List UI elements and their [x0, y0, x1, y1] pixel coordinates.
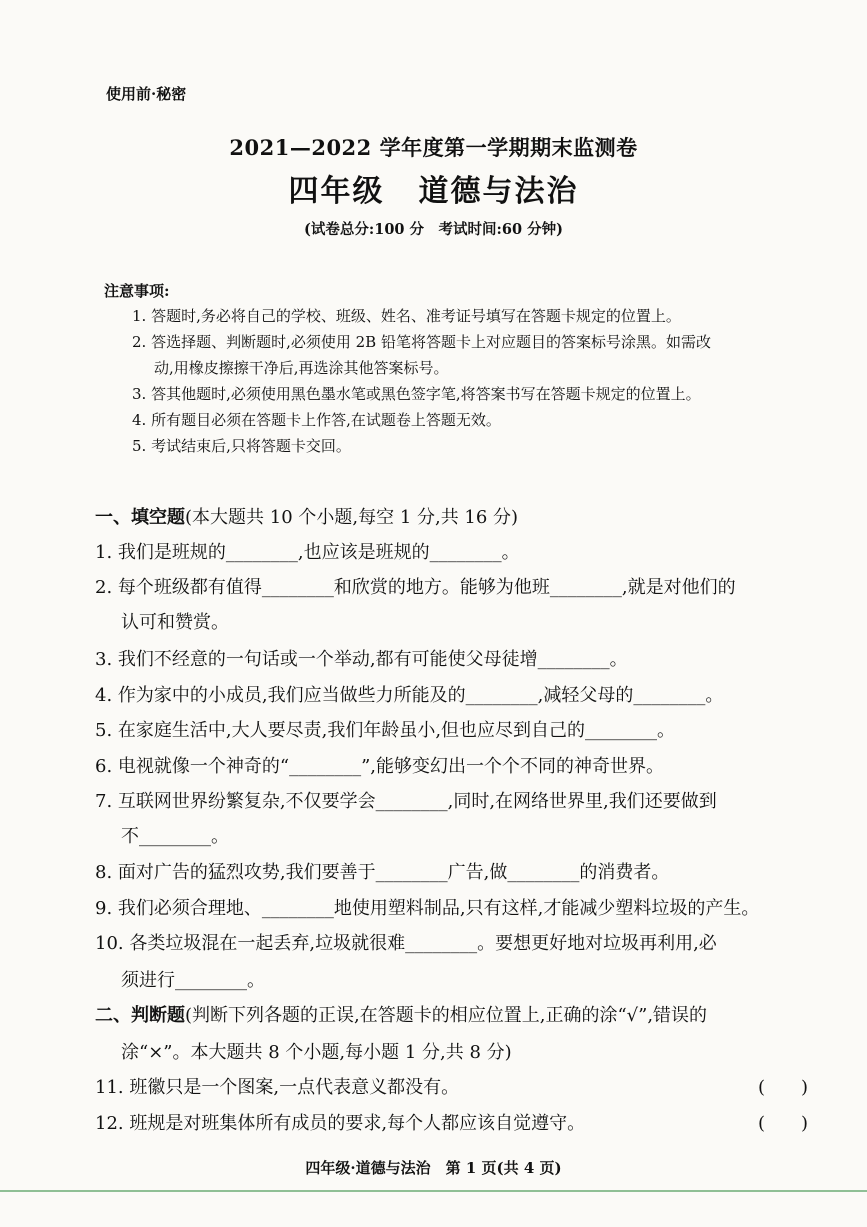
answer-paren: ( ) — [758, 1077, 809, 1098]
question-line: 9. 我们必须合理地、________地使用塑料制品,只有这样,才能减少塑料垃圾的产生。 — [95, 898, 760, 919]
section-1-title: 一、填空题 — [95, 507, 185, 528]
section-1-desc: (本大题共 10 个小题,每空 1 分,共 16 分) — [185, 507, 519, 528]
question-line: 2. 每个班级都有值得________和欣赏的地方。能够为他班________,就是对他们的 — [95, 577, 736, 598]
question-line: 10. 各类垃圾混在一起丢弃,垃圾就很难________。要想更好地对垃圾再利用,必 — [95, 933, 717, 954]
question-line: 6. 电视就像一个神奇的“________”,能够变幻出一个个不同的神奇世界。 — [95, 756, 665, 777]
note-item: 5. 考试结束后,只将答题卡交回。 — [132, 437, 351, 455]
note-item: 3. 答其他题时,必须使用黑色墨水笔或黑色签字笔,将答案书写在答题卡规定的位置上。 — [132, 385, 701, 403]
exam-title: 2021—2022 学年度第一学期期末监测卷 — [229, 135, 638, 160]
note-item: 4. 所有题目必须在答题卡上作答,在试题卷上答题无效。 — [132, 411, 501, 429]
confidential-tag: 使用前·秘密 — [106, 85, 187, 103]
question-line: 认可和赞赏。 — [121, 612, 229, 633]
bottom-divider — [0, 1190, 867, 1192]
grade-subject-title — [0, 166, 867, 210]
section-2-desc: (判断下列各题的正误,在答题卡的相应位置上,正确的涂“√”,错误的 — [185, 1005, 708, 1026]
question-line: 7. 互联网世界纷繁复杂,不仅要学会________,同时,在网络世界里,我们还要做到 — [95, 791, 717, 812]
section-2-desc-cont: 涂“×”。本大题共 8 个小题,每小题 1 分,共 8 分) — [121, 1042, 512, 1063]
question-line: 8. 面对广告的猛烈攻势,我们要善于________广告,做________的消费者。 — [95, 862, 670, 883]
section-2-title: 二、判断题 — [95, 1005, 185, 1026]
question-line: 4. 作为家中的小成员,我们应当做些力所能及的________,减轻父母的________。 — [95, 685, 724, 706]
question-line: 3. 我们不经意的一句话或一个举动,都有可能使父母徒增________。 — [95, 649, 628, 670]
section-2-heading — [95, 1001, 707, 1027]
question-line: 须进行________。 — [121, 970, 265, 991]
judgement-question: 12. 班规是对班集体所有成员的要求,每个人都应该自觉遵守。 — [95, 1113, 586, 1134]
note-item: 1. 答题时,务必将自己的学校、班级、姓名、准考证号填写在答题卡规定的位置上。 — [132, 307, 681, 325]
section-1-heading — [95, 503, 518, 529]
answer-paren: ( ) — [758, 1113, 809, 1134]
notes-title: 注意事项: — [104, 282, 170, 300]
exam-info: (试卷总分:100 分 考试时间:60 分钟) — [304, 221, 563, 238]
subject-label: 道德与法治 — [418, 174, 579, 209]
page-footer: 四年级·道德与法治 第 1 页(共 4 页) — [305, 1159, 562, 1177]
note-item: 动,用橡皮擦擦干净后,再选涂其他答案标号。 — [154, 359, 449, 377]
grade-label: 四年级 — [288, 174, 385, 209]
note-item: 2. 答选择题、判断题时,必须使用 2B 铅笔将答题卡上对应题目的答案标号涂黑。如需改 — [132, 333, 711, 351]
judgement-question: 11. 班徽只是一个图案,一点代表意义都没有。 — [95, 1077, 460, 1098]
question-line: 1. 我们是班规的________,也应该是班规的________。 — [95, 542, 520, 563]
question-line: 不________。 — [121, 826, 229, 847]
question-line: 5. 在家庭生活中,大人要尽责,我们年龄虽小,但也应尽到自己的________。 — [95, 720, 676, 741]
